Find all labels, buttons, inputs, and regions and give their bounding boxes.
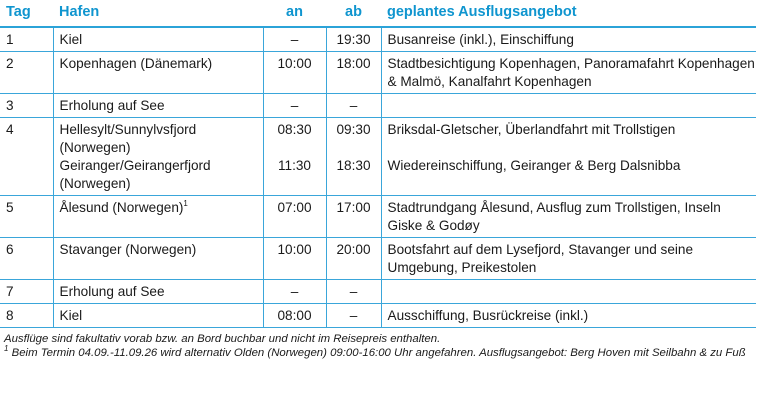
- departure-time-text: 18:00: [336, 56, 371, 71]
- excursion-text: [388, 307, 757, 325]
- arrival-time: [264, 121, 326, 157]
- arrival-time: [264, 55, 326, 73]
- hafen-name-text: Kopenhagen (Dänemark): [59, 56, 213, 71]
- excursion-text-text: Stadtrundgang Ålesund, Ausflug zum Trollstigen, Inseln Giske & Godøy: [387, 200, 721, 233]
- departure-time-text: 17:00: [336, 200, 371, 215]
- hafen-name-text: Kiel: [59, 32, 83, 47]
- excursion-text: [388, 31, 757, 49]
- cell-tag: 8: [6, 308, 14, 323]
- cell-ab: [326, 196, 381, 238]
- hafen-name: [60, 241, 263, 259]
- cell-ausflug: [381, 27, 756, 52]
- departure-time: [327, 199, 381, 217]
- arrival-time-text: –: [290, 98, 299, 113]
- excursion-text: [388, 199, 757, 235]
- table-row: [0, 304, 756, 328]
- departure-time-text: 20:00: [336, 242, 371, 257]
- arrival-time-text: 07:00: [277, 200, 312, 215]
- hafen-name: [60, 121, 263, 157]
- departure-time: [327, 307, 381, 325]
- arrival-time-text: 08:00: [277, 308, 312, 323]
- cell-ausflug: [381, 196, 756, 238]
- hafen-name-text: Erholung auf See: [59, 284, 165, 299]
- cell-ab: [326, 238, 381, 280]
- footnote-1-text: Beim Termin 04.09.-11.09.26 wird alternativ Olden (Norwegen) 09:00-16:00 Uhr angefahren. Ausflugsangebot: Berg Hoven mit Seilbahn & zu Fuß: [8, 347, 746, 359]
- cell-ausflug: [381, 238, 756, 280]
- arrival-time-text: –: [290, 32, 299, 47]
- table-row: [0, 94, 756, 118]
- table-row: [0, 238, 756, 280]
- departure-time: [327, 97, 381, 115]
- hafen-name: [60, 31, 263, 49]
- hafen-name: [60, 199, 263, 217]
- excursion-text-text: Briksdal-Gletscher, Überlandfahrt mit Trollstigen: [387, 122, 676, 137]
- cell-tag: 5: [6, 200, 14, 215]
- excursion-text-text: Bootsfahrt auf dem Lysefjord, Stavanger und seine Umgebung, Preikestolen: [387, 242, 694, 275]
- hafen-name-text: Geiranger/Geirangerfjord (Norwegen): [59, 158, 211, 191]
- excursion-text: [388, 55, 757, 91]
- arrival-time: [264, 241, 326, 259]
- itinerary-body: [0, 27, 756, 328]
- cell-ab: [326, 52, 381, 94]
- hafen-name-text: Erholung auf See: [59, 98, 165, 113]
- arrival-time: [264, 199, 326, 217]
- arrival-time: [264, 157, 326, 193]
- footnote-marker: 1: [183, 199, 188, 209]
- header-hafen: Hafen: [59, 4, 100, 20]
- arrival-time-text: 11:30: [277, 158, 311, 173]
- cell-ab: [326, 118, 381, 196]
- cell-an: [263, 238, 326, 280]
- cell-ausflug: [381, 94, 756, 118]
- cell-ab: [326, 27, 381, 52]
- excursion-text-text: Wiedereinschiffung, Geiranger & Berg Dalsnibba: [387, 158, 681, 173]
- hafen-name: [60, 283, 263, 301]
- cell-an: [263, 27, 326, 52]
- cell-an: [263, 280, 326, 304]
- cell-an: [263, 94, 326, 118]
- cell-an: [263, 118, 326, 196]
- table-row: [0, 27, 756, 52]
- departure-time-text: –: [349, 284, 358, 299]
- cell-hafen: [53, 94, 263, 118]
- cell-hafen: [53, 196, 263, 238]
- cell-hafen: [53, 52, 263, 94]
- cell-tag: 1: [6, 32, 14, 47]
- cell-an: [263, 196, 326, 238]
- excursion-text-text: Stadtbesichtigung Kopenhagen, Panoramafahrt Kopenhagen & Malmö, Kanalfahrt Kopenhagen: [387, 56, 755, 89]
- cell-ab: [326, 304, 381, 328]
- cell-tag: 7: [6, 284, 14, 299]
- departure-time-text: –: [349, 308, 358, 323]
- cell-hafen: [53, 238, 263, 280]
- arrival-time: [264, 31, 326, 49]
- footnotes: [0, 328, 760, 360]
- table-row: [0, 118, 756, 196]
- departure-time: [327, 283, 381, 301]
- departure-time: [327, 121, 381, 157]
- cell-ausflug: [381, 52, 756, 94]
- departure-time: [327, 157, 381, 193]
- arrival-time-text: 10:00: [277, 242, 312, 257]
- cell-ausflug: [381, 280, 756, 304]
- table-header-row: [0, 0, 756, 27]
- departure-time: [327, 55, 381, 73]
- cell-hafen: [53, 118, 263, 196]
- excursion-text: [388, 157, 757, 193]
- table-row: [0, 52, 756, 94]
- cell-tag: 2: [6, 56, 14, 71]
- hafen-name-text: Kiel: [59, 308, 83, 323]
- cell-an: [263, 304, 326, 328]
- cell-hafen: [53, 27, 263, 52]
- departure-time-text: 19:30: [336, 32, 371, 47]
- hafen-name-text: Hellesylt/Sunnylvsfjord (Norwegen): [59, 122, 197, 155]
- departure-time: [327, 31, 381, 49]
- cell-hafen: [53, 304, 263, 328]
- header-ab: ab: [345, 4, 362, 20]
- arrival-time-text: –: [290, 284, 299, 299]
- cell-an: [263, 52, 326, 94]
- cell-ab: [326, 94, 381, 118]
- cell-hafen: [53, 280, 263, 304]
- cell-tag: 4: [6, 122, 14, 137]
- excursion-text-text: Busanreise (inkl.), Einschiffung: [387, 32, 574, 47]
- departure-time-text: 09:30: [336, 122, 371, 137]
- arrival-time-text: 08:30: [277, 122, 312, 137]
- cell-ausflug: [381, 118, 756, 196]
- header-tag: Tag: [6, 4, 31, 20]
- departure-time: [327, 241, 381, 259]
- excursion-text: [388, 121, 757, 157]
- footnote-1-marker: 1: [4, 344, 9, 354]
- arrival-time: [264, 97, 326, 115]
- cell-ab: [326, 280, 381, 304]
- hafen-name: [60, 55, 263, 73]
- cell-tag: 6: [6, 242, 14, 257]
- header-an: an: [286, 4, 303, 20]
- footnote-1: [4, 346, 756, 360]
- table-row: [0, 196, 756, 238]
- hafen-name: [60, 157, 263, 193]
- hafen-name: [60, 97, 263, 115]
- arrival-time: [264, 283, 326, 301]
- footnote-general: Ausflüge sind fakultativ vorab bzw. an Bord buchbar und nicht im Reisepreis enthalten.: [4, 333, 441, 345]
- cell-tag: 3: [6, 98, 14, 113]
- excursion-text-text: Ausschiffung, Busrückreise (inkl.): [387, 308, 589, 323]
- excursion-text: [388, 241, 757, 277]
- departure-time-text: 18:30: [336, 158, 371, 173]
- arrival-time-text: 10:00: [277, 56, 312, 71]
- hafen-name-text: Stavanger (Norwegen): [59, 242, 197, 257]
- cell-ausflug: [381, 304, 756, 328]
- header-ausflug: geplantes Ausflugsangebot: [387, 4, 577, 20]
- hafen-name-text: Ålesund (Norwegen): [59, 200, 184, 215]
- table-row: [0, 280, 756, 304]
- arrival-time: [264, 307, 326, 325]
- hafen-name: [60, 307, 263, 325]
- departure-time-text: –: [349, 98, 358, 113]
